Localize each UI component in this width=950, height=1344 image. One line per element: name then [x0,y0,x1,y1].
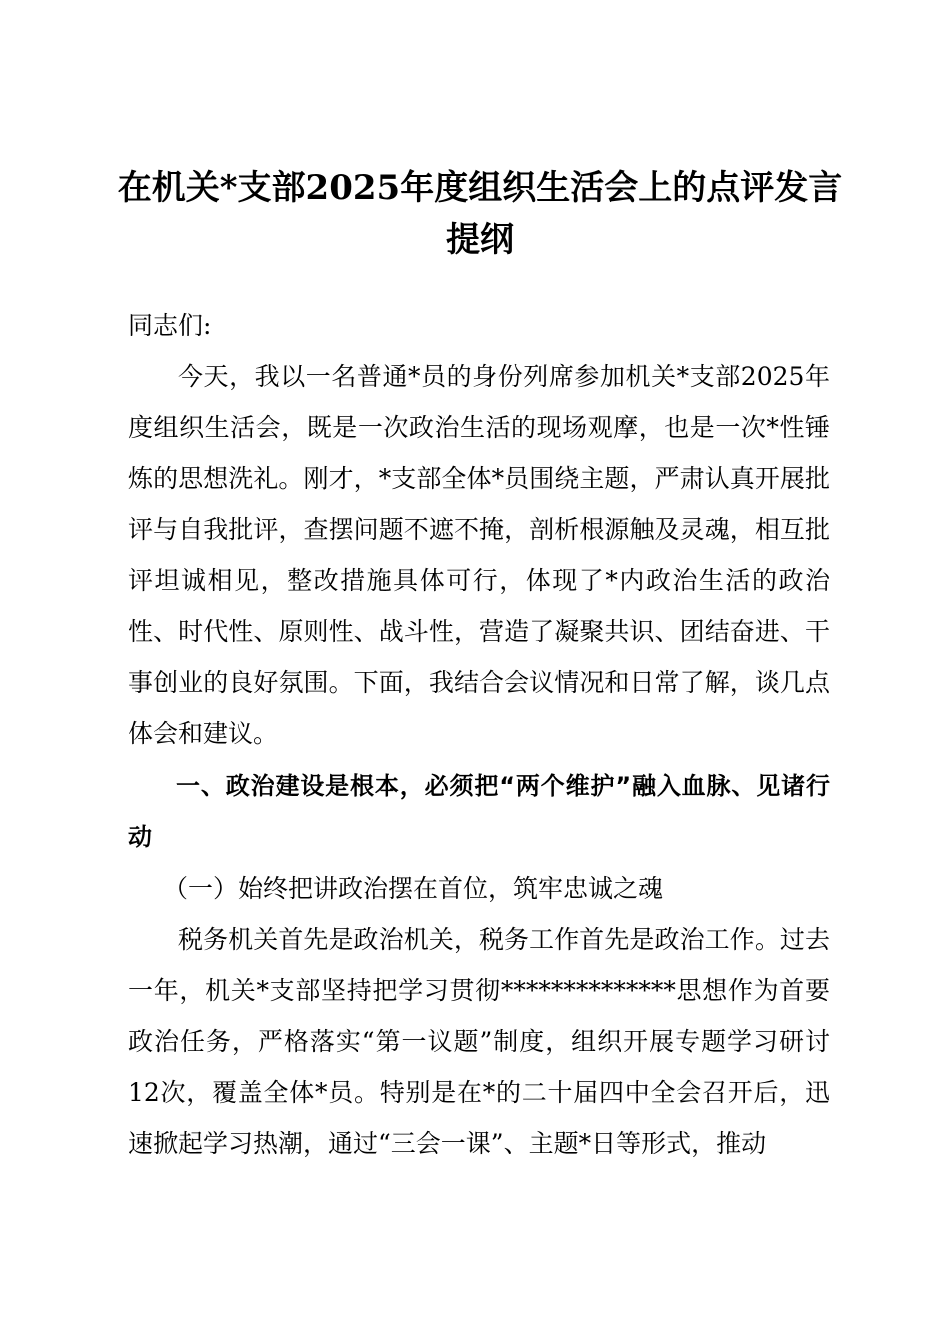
document-body [128,300,830,1169]
subsection-heading-1-1: （一）始终把讲政治摆在首位，筑牢忠诚之魂 [163,874,664,903]
intro-paragraph: 今天，我以一名普通*员的身份列席参加机关*支部2025年度组织生活会，既是一次政治生活的现场观摩，也是一次*性锤炼的思想洗礼。刚才，*支部全体*员围绕主题，严肃认真开展批评与自我批评，查摆问题不遮不掩，剖析根源触及灵魂，相互批评坦诚相见，整改措施具体可行，体现了*内政治生活的政治性、时代性、原则性、战斗性，营造了凝聚共识、团结奋进、干事创业的良好氛围。下面，我结合会议情况和日常了解，谈几点体会和建议。 [128,362,830,748]
document-title: 在机关*支部2025年度组织生活会上的点评发言提纲 [117,168,843,260]
section-heading-1: 一、政治建设是根本，必须把“两个维护”融入血脉、见诸行动 [128,772,830,851]
salutation: 同志们: [128,311,212,340]
subsection-paragraph-1-1: 税务机关首先是政治机关，税务工作首先是政治工作。过去一年，机关*支部坚持把学习贯彻**************思想作为首要政治任务，严格落实“第一议题”制度，组织开展专题学习研讨12次，覆盖全体*员。特别是在*的二十届四中全会召开后，迅速掀起学习热潮，通过“三会一课”、主题*日等形式，推动 [128,925,830,1158]
